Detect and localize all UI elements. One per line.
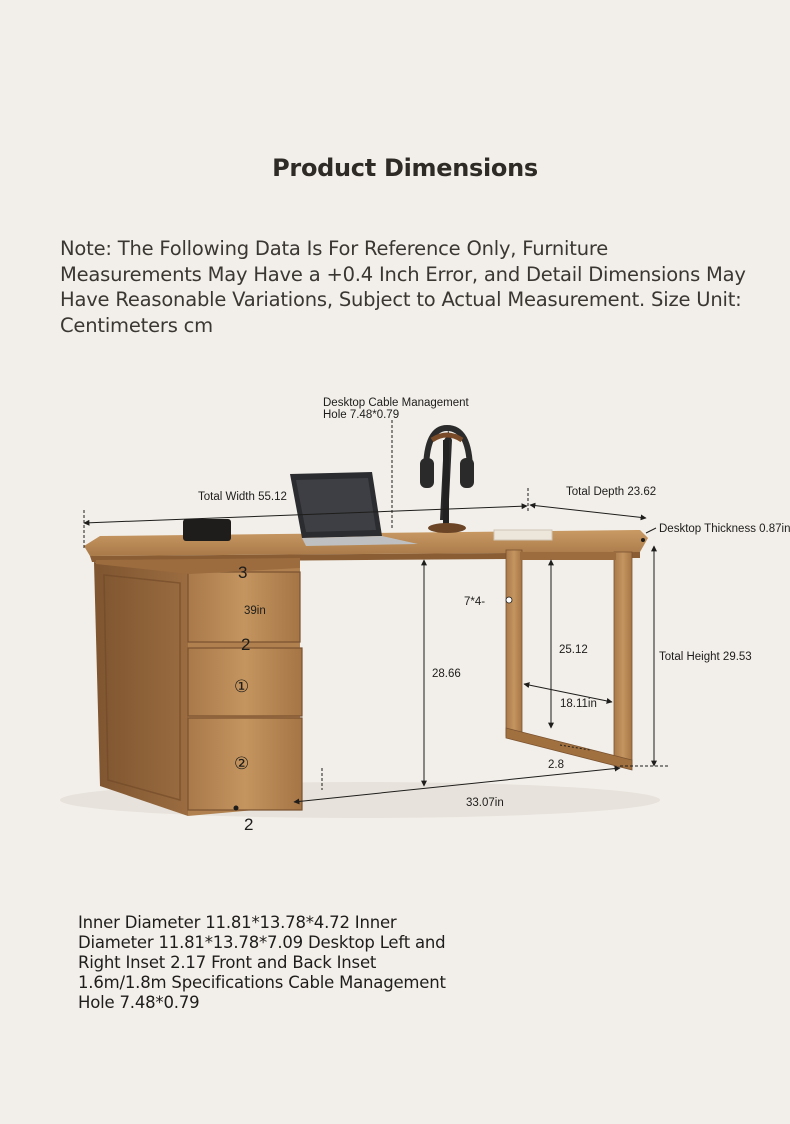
base-gap-label: 2 [244,815,254,834]
drawer-1-label: ① [234,677,250,696]
leg-inner-label: 25.12 [559,644,588,656]
drawer-cabinet [94,562,302,816]
leg-size-label: 7*4- [464,596,486,608]
desktop-thickness-label: Desktop Thickness 0.87in [659,523,790,535]
total-depth-label: Total Depth 23.62 [566,486,657,498]
headphone-stand-base [428,523,466,533]
speaker [183,519,231,541]
drawer-small-label: 3 [238,563,248,582]
book [494,530,552,540]
specification-notes: Inner Diameter 11.81*13.78*4.72 Inner Diameter 11.81*13.78*7.09 Desktop Left and Right Inset 2.17 Front and Back Inset 1.6m/1.8m Specifications Cable Management Hole 7.48*0.79 [78,913,446,1012]
drawer-depth-label: 39in [244,605,266,617]
page-title: Product Dimensions [272,154,538,182]
leg-span-label: 18.11in [560,698,597,710]
inner-height-label: 28.66 [432,668,461,680]
knee-width-label: 33.07in [466,797,504,809]
drawer-gap-top-label: 2 [241,635,251,654]
foot-label: 2.8 [548,759,564,771]
cable-hole-label-1: Desktop Cable Management [323,397,469,409]
disclaimer-note: Note: The Following Data Is For Reference Only, Furniture Measurements May Have a +0.4 Inch Error, and Detail Dimensions May Have Reasonable Variations, Subject to Actual Measurement. Size Unit: Centimeters cm [60,237,746,337]
drawer-2-label: ② [234,754,250,773]
total-width-label: Total Width 55.12 [198,491,287,503]
total-height-label: Total Height 29.53 [659,651,752,663]
desk-items [183,428,552,546]
cable-hole-label-2: Hole 7.48*0.79 [323,409,400,421]
right-leg-frame [506,550,632,770]
